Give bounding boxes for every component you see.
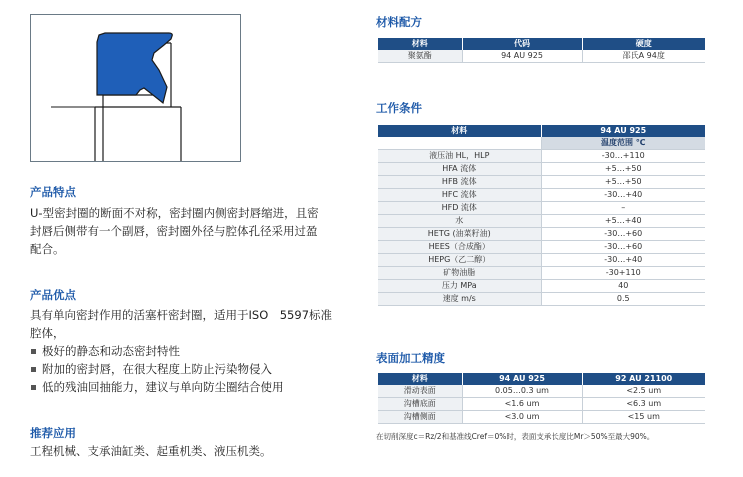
advantages-text bbox=[30, 306, 375, 396]
table-row bbox=[378, 411, 705, 424]
cell: HFB 流体 bbox=[378, 176, 541, 189]
features-line: U-型密封圈的断面不对称，密封圈内侧密封唇缩进，且密 bbox=[30, 206, 319, 220]
material-table bbox=[378, 38, 705, 63]
features-line: 封唇后侧带有一个副唇，密封圈外径与腔体孔径采用过盈 bbox=[30, 224, 318, 238]
applications-text: 工程机械、支承油缸类、起重机类、液压机类。 bbox=[30, 444, 272, 458]
table-row bbox=[378, 50, 705, 63]
cell: 邵氏A 94度 bbox=[582, 50, 705, 63]
table-row bbox=[378, 398, 705, 411]
working-subheader-row bbox=[378, 137, 705, 150]
cell: HFD 流体 bbox=[378, 202, 541, 215]
col-header: 92 AU 21100 bbox=[582, 373, 705, 385]
advantages-list bbox=[30, 342, 375, 396]
cell: -30…+60 bbox=[541, 228, 705, 241]
cell: -30…+40 bbox=[541, 189, 705, 202]
cell: -30…+60 bbox=[541, 241, 705, 254]
table-row bbox=[378, 241, 705, 254]
table-row bbox=[378, 228, 705, 241]
features-text bbox=[30, 204, 375, 258]
cell: HFC 流体 bbox=[378, 189, 541, 202]
cell: – bbox=[541, 202, 705, 215]
cell: 液压油 HL，HLP bbox=[378, 150, 541, 163]
cell: -30…+40 bbox=[541, 254, 705, 267]
cell: 压力 MPa bbox=[378, 280, 541, 293]
table-row bbox=[378, 215, 705, 228]
cell: 沟槽侧面 bbox=[378, 411, 462, 424]
surface-header-row bbox=[378, 373, 705, 385]
col-header: 94 AU 925 bbox=[541, 125, 705, 137]
table-row bbox=[378, 202, 705, 215]
working-heading: 工作条件 bbox=[376, 101, 422, 115]
cell: <15 um bbox=[582, 411, 705, 424]
applications-heading: 推荐应用 bbox=[30, 426, 76, 440]
table-row bbox=[378, 267, 705, 280]
cell: <1.6 um bbox=[462, 398, 582, 411]
table-row bbox=[378, 293, 705, 306]
advantage-item: 低的残油回抽能力，建议与单向防尘圈结合使用 bbox=[30, 378, 375, 396]
cell: <6.3 um bbox=[582, 398, 705, 411]
material-header-row bbox=[378, 38, 705, 50]
cell: 0.05…0.3 um bbox=[462, 385, 582, 398]
temperature-range-label: 温度范围 ℃ bbox=[541, 137, 705, 150]
material-heading: 材料配方 bbox=[376, 15, 422, 29]
surface-heading: 表面加工精度 bbox=[376, 351, 445, 365]
col-header: 材料 bbox=[378, 38, 462, 50]
table-row bbox=[378, 176, 705, 189]
cell: 速度 m/s bbox=[378, 293, 541, 306]
cell: 水 bbox=[378, 215, 541, 228]
cell: +5…+50 bbox=[541, 163, 705, 176]
table-row bbox=[378, 189, 705, 202]
col-header: 硬度 bbox=[582, 38, 705, 50]
advantages-line: 具有单向密封作用的活塞杆密封圈，适用于ISO 5597标准 bbox=[30, 308, 333, 322]
surface-footnote: 在切削深度c＝Rz/2和基准线Cref＝0%时，表面支承长度比Mr＞50%至最大90%。 bbox=[376, 432, 655, 441]
cell: 40 bbox=[541, 280, 705, 293]
col-header: 材料 bbox=[378, 125, 541, 137]
surface-table bbox=[378, 373, 705, 424]
cell: HETG (油菜籽油) bbox=[378, 228, 541, 241]
cell: 聚氨酯 bbox=[378, 50, 462, 63]
working-header-row bbox=[378, 125, 705, 137]
cell: <2.5 um bbox=[582, 385, 705, 398]
advantages-heading: 产品优点 bbox=[30, 288, 76, 302]
cell: HFA 流体 bbox=[378, 163, 541, 176]
working-table bbox=[378, 125, 705, 306]
cell: 0.5 bbox=[541, 293, 705, 306]
table-row bbox=[378, 163, 705, 176]
table-row bbox=[378, 254, 705, 267]
cell: +5…+40 bbox=[541, 215, 705, 228]
cell: 沟槽底面 bbox=[378, 398, 462, 411]
features-heading: 产品特点 bbox=[30, 185, 76, 199]
table-row bbox=[378, 385, 705, 398]
advantages-line: 腔体， bbox=[30, 326, 65, 340]
cell: +5…+50 bbox=[541, 176, 705, 189]
cell: HEES（合成酯） bbox=[378, 241, 541, 254]
cell: HEPG（乙二醇） bbox=[378, 254, 541, 267]
cell: 滑动表面 bbox=[378, 385, 462, 398]
seal-cross-section-figure bbox=[30, 14, 241, 162]
table-row bbox=[378, 150, 705, 163]
col-header: 94 AU 925 bbox=[462, 373, 582, 385]
cell: <3.0 um bbox=[462, 411, 582, 424]
features-line: 配合。 bbox=[30, 242, 65, 256]
table-row bbox=[378, 280, 705, 293]
cell: 94 AU 925 bbox=[462, 50, 582, 63]
seal-profile-drawing bbox=[31, 15, 240, 161]
cell: 矿物油脂 bbox=[378, 267, 541, 280]
advantage-item: 附加的密封唇，在很大程度上防止污染物侵入 bbox=[30, 360, 375, 378]
col-header: 代码 bbox=[462, 38, 582, 50]
advantage-item: 极好的静态和动态密封特性 bbox=[30, 342, 375, 360]
cell: -30…+110 bbox=[541, 150, 705, 163]
seal-profile bbox=[97, 33, 172, 103]
col-header: 材料 bbox=[378, 373, 462, 385]
cell: -30+110 bbox=[541, 267, 705, 280]
